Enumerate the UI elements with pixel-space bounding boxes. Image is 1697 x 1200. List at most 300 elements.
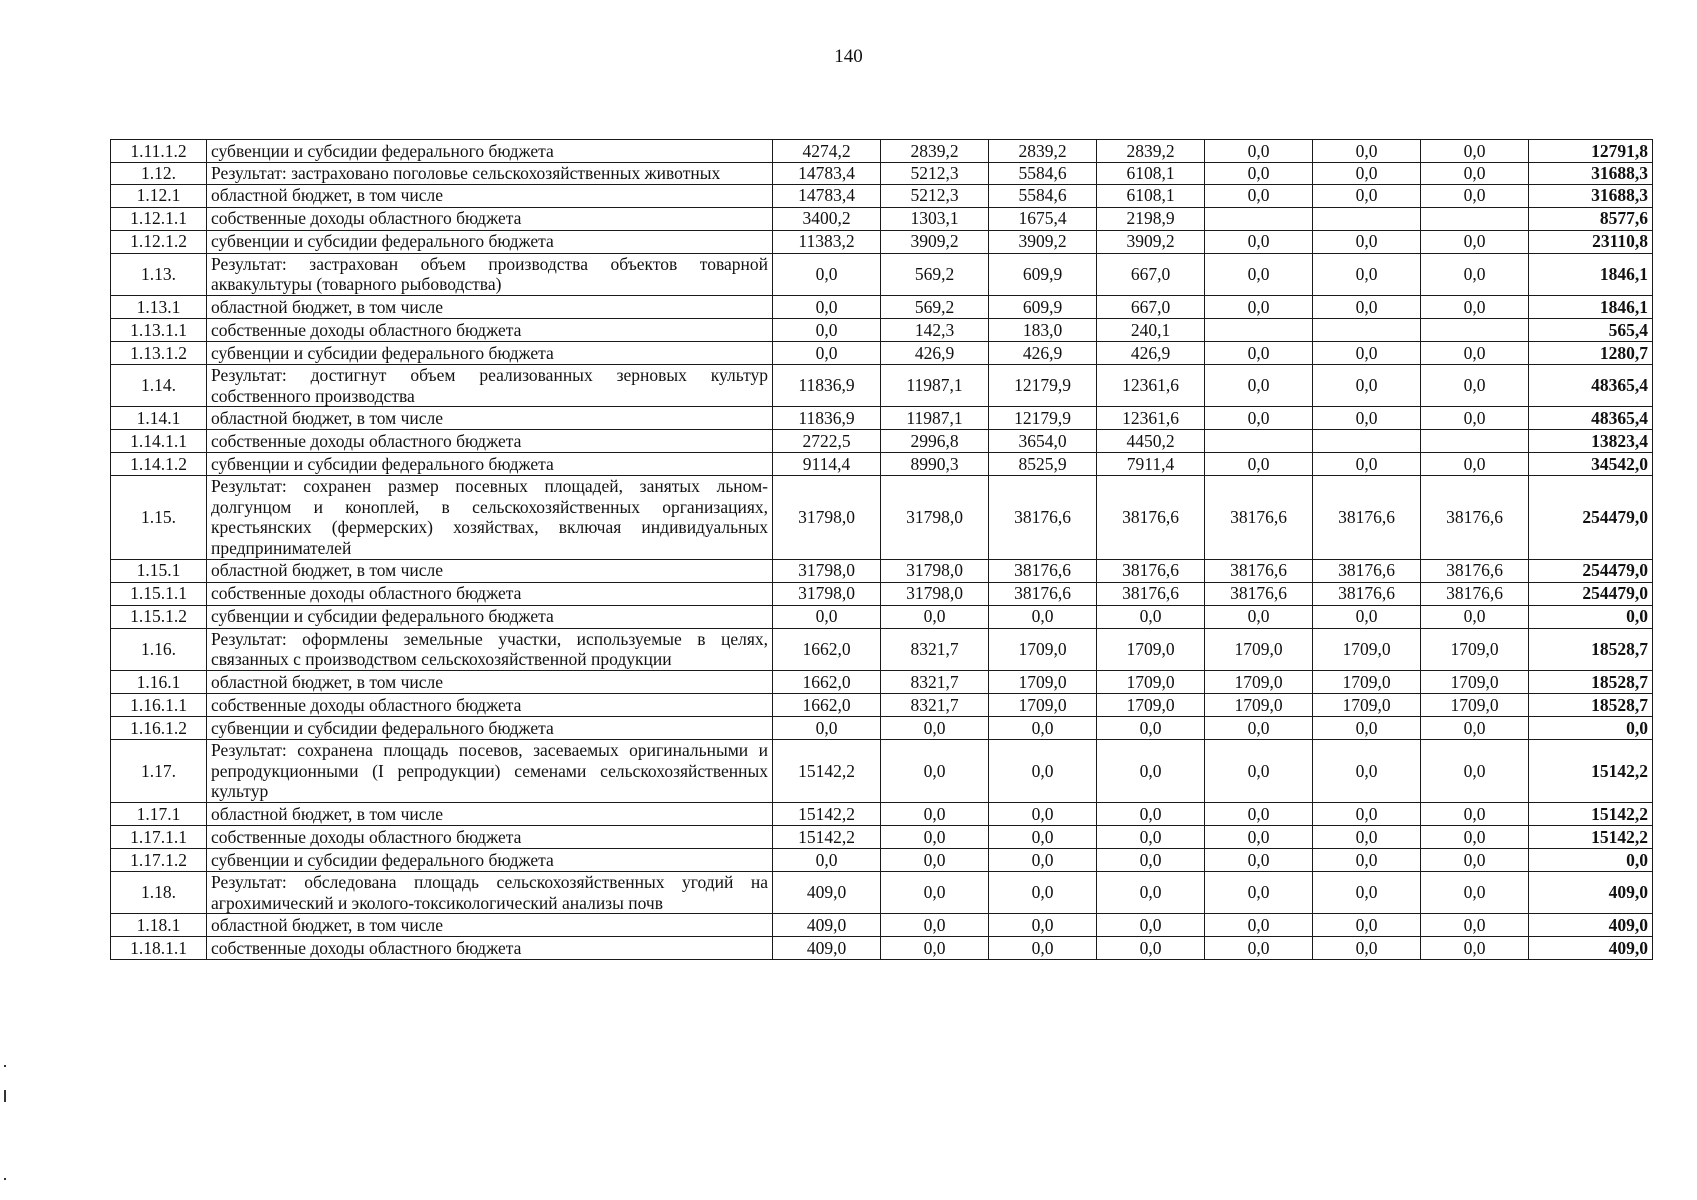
year-value-cell: 0,0	[1205, 914, 1313, 937]
year-value-cell: 38176,6	[1421, 582, 1529, 605]
row-code: 1.17.1.2	[111, 848, 207, 871]
year-value-cell: 1709,0	[1205, 671, 1313, 694]
year-value-cell: 0,0	[1205, 407, 1313, 430]
year-value-cell: 0,0	[1313, 230, 1421, 253]
row-name: Результат: сохранена площадь посевов, засеваемых оригинальными и репродукционными (I репродукции) семенами сельскохозяйственных культур	[207, 740, 773, 803]
row-name: субвенции и субсидии федерального бюджета	[207, 341, 773, 364]
year-value-cell: 1709,0	[1421, 628, 1529, 670]
year-value-cell: 1709,0	[989, 694, 1097, 717]
year-value-cell: 0,0	[989, 914, 1097, 937]
year-value-cell: 426,9	[1097, 341, 1205, 364]
year-value-cell: 0,0	[1421, 871, 1529, 913]
year-value-cell: 0,0	[1205, 295, 1313, 318]
row-code: 1.16.1.2	[111, 717, 207, 740]
page-number: 140	[834, 46, 863, 67]
year-value-cell: 0,0	[1313, 184, 1421, 207]
year-value-cell: 3909,2	[989, 230, 1097, 253]
row-name: Результат: застраховано поголовье сельскохозяйственных животных	[207, 163, 773, 185]
year-value-cell: 8525,9	[989, 453, 1097, 476]
table-row	[111, 230, 1653, 253]
year-value-cell: 5584,6	[989, 184, 1097, 207]
year-value-cell: 1662,0	[773, 671, 881, 694]
year-value-cell: 0,0	[881, 848, 989, 871]
year-value-cell: 0,0	[1421, 140, 1529, 163]
year-value-cell: 2839,2	[881, 140, 989, 163]
table-row	[111, 717, 1653, 740]
year-value-cell: 0,0	[1313, 871, 1421, 913]
table-row	[111, 605, 1653, 628]
table-row	[111, 740, 1653, 803]
year-value-cell: 0,0	[1421, 163, 1529, 185]
year-value-cell: 1709,0	[1421, 694, 1529, 717]
year-value-cell: 0,0	[881, 802, 989, 825]
year-value-cell: 0,0	[1421, 802, 1529, 825]
year-value-cell: 142,3	[881, 318, 989, 341]
row-name: Результат: достигнут объем реализованных зерновых культур собственного производства	[207, 364, 773, 406]
year-value-cell: 0,0	[1313, 937, 1421, 960]
year-value-cell: 2839,2	[1097, 140, 1205, 163]
row-total: 12791,8	[1529, 140, 1653, 163]
row-code: 1.18.	[111, 871, 207, 913]
year-value-cell: 38176,6	[1097, 582, 1205, 605]
row-total: 1280,7	[1529, 341, 1653, 364]
row-total: 565,4	[1529, 318, 1653, 341]
row-total: 23110,8	[1529, 230, 1653, 253]
table-row	[111, 318, 1653, 341]
year-value-cell: 1709,0	[1421, 671, 1529, 694]
table-row	[111, 582, 1653, 605]
year-value-cell: 1709,0	[1097, 671, 1205, 694]
year-value-cell: 1303,1	[881, 207, 989, 230]
row-code: 1.12.	[111, 163, 207, 185]
table-row	[111, 694, 1653, 717]
year-value-cell: 0,0	[881, 740, 989, 803]
table-row	[111, 207, 1653, 230]
table-row	[111, 364, 1653, 406]
year-value-cell: 2198,9	[1097, 207, 1205, 230]
row-name: субвенции и субсидии федерального бюджета	[207, 717, 773, 740]
year-value-cell: 0,0	[1097, 871, 1205, 913]
row-total: 31688,3	[1529, 184, 1653, 207]
year-value-cell: 38176,6	[1097, 559, 1205, 582]
year-value-cell: 0,0	[773, 848, 881, 871]
year-value-cell: 0,0	[1097, 848, 1205, 871]
year-value-cell: 0,0	[1313, 848, 1421, 871]
row-total: 31688,3	[1529, 163, 1653, 185]
row-total: 0,0	[1529, 717, 1653, 740]
year-value-cell: 31798,0	[881, 582, 989, 605]
scan-edge-mark	[4, 1065, 6, 1067]
year-value-cell: 12179,9	[989, 364, 1097, 406]
scan-edge-mark	[4, 1090, 6, 1102]
year-value-cell: 8990,3	[881, 453, 989, 476]
year-value-cell: 0,0	[1097, 802, 1205, 825]
year-value-cell: 0,0	[1205, 825, 1313, 848]
year-value-cell: 4274,2	[773, 140, 881, 163]
row-total: 254479,0	[1529, 476, 1653, 560]
year-value-cell: 15142,2	[773, 802, 881, 825]
year-value-cell: 0,0	[1205, 453, 1313, 476]
year-value-cell: 0,0	[989, 937, 1097, 960]
row-name: областной бюджет, в том числе	[207, 295, 773, 318]
year-value-cell: 0,0	[773, 295, 881, 318]
row-total: 8577,6	[1529, 207, 1653, 230]
year-value-cell: 0,0	[773, 717, 881, 740]
year-value-cell: 0,0	[1313, 453, 1421, 476]
table-row	[111, 871, 1653, 913]
table-row	[111, 559, 1653, 582]
year-value-cell: 11987,1	[881, 364, 989, 406]
year-value-cell: 2722,5	[773, 430, 881, 453]
year-value-cell: 3909,2	[881, 230, 989, 253]
row-code: 1.15.	[111, 476, 207, 560]
year-value-cell: 0,0	[1313, 717, 1421, 740]
year-value-cell	[1421, 207, 1529, 230]
year-value-cell: 409,0	[773, 914, 881, 937]
row-code: 1.12.1	[111, 184, 207, 207]
year-value-cell: 2839,2	[989, 140, 1097, 163]
row-name: Результат: обследована площадь сельскохозяйственных угодий на агрохимический и эколого-токсикологический анализы почв	[207, 871, 773, 913]
year-value-cell: 0,0	[1097, 937, 1205, 960]
year-value-cell: 0,0	[1205, 871, 1313, 913]
year-value-cell: 38176,6	[1097, 476, 1205, 560]
row-code: 1.17.	[111, 740, 207, 803]
year-value-cell: 0,0	[1421, 717, 1529, 740]
row-total: 48365,4	[1529, 364, 1653, 406]
year-value-cell: 183,0	[989, 318, 1097, 341]
row-total: 409,0	[1529, 871, 1653, 913]
year-value-cell: 38176,6	[989, 476, 1097, 560]
table-row	[111, 671, 1653, 694]
year-value-cell: 0,0	[1421, 605, 1529, 628]
year-value-cell: 0,0	[989, 605, 1097, 628]
year-value-cell: 38176,6	[989, 582, 1097, 605]
row-total: 0,0	[1529, 848, 1653, 871]
year-value-cell: 667,0	[1097, 295, 1205, 318]
year-value-cell: 0,0	[1097, 825, 1205, 848]
year-value-cell: 0,0	[1313, 295, 1421, 318]
row-total: 409,0	[1529, 937, 1653, 960]
year-value-cell: 1709,0	[989, 628, 1097, 670]
year-value-cell: 0,0	[881, 825, 989, 848]
year-value-cell: 0,0	[881, 937, 989, 960]
table-row	[111, 476, 1653, 560]
year-value-cell: 1662,0	[773, 628, 881, 670]
year-value-cell: 0,0	[1421, 253, 1529, 295]
year-value-cell: 38176,6	[1205, 559, 1313, 582]
table-row	[111, 453, 1653, 476]
row-total: 0,0	[1529, 605, 1653, 628]
row-name: собственные доходы областного бюджета	[207, 825, 773, 848]
row-name: областной бюджет, в том числе	[207, 802, 773, 825]
row-total: 254479,0	[1529, 582, 1653, 605]
year-value-cell: 11836,9	[773, 407, 881, 430]
year-value-cell: 0,0	[1097, 740, 1205, 803]
year-value-cell: 0,0	[1205, 802, 1313, 825]
year-value-cell: 0,0	[1313, 605, 1421, 628]
row-name: областной бюджет, в том числе	[207, 914, 773, 937]
year-value-cell: 6108,1	[1097, 163, 1205, 185]
row-code: 1.18.1	[111, 914, 207, 937]
year-value-cell: 1709,0	[989, 671, 1097, 694]
year-value-cell: 0,0	[1313, 802, 1421, 825]
row-code: 1.15.1.2	[111, 605, 207, 628]
row-code: 1.14.1	[111, 407, 207, 430]
year-value-cell: 0,0	[1421, 407, 1529, 430]
year-value-cell: 14783,4	[773, 184, 881, 207]
row-total: 18528,7	[1529, 671, 1653, 694]
year-value-cell: 38176,6	[1313, 582, 1421, 605]
year-value-cell: 38176,6	[1421, 476, 1529, 560]
year-value-cell: 0,0	[1421, 914, 1529, 937]
row-name: собственные доходы областного бюджета	[207, 582, 773, 605]
row-code: 1.15.1	[111, 559, 207, 582]
year-value-cell	[1313, 430, 1421, 453]
year-value-cell: 38176,6	[1421, 559, 1529, 582]
table-row	[111, 184, 1653, 207]
year-value-cell: 0,0	[1421, 453, 1529, 476]
row-name: собственные доходы областного бюджета	[207, 430, 773, 453]
year-value-cell: 3400,2	[773, 207, 881, 230]
year-value-cell: 0,0	[989, 848, 1097, 871]
row-code: 1.17.1	[111, 802, 207, 825]
year-value-cell: 0,0	[881, 871, 989, 913]
year-value-cell: 0,0	[1313, 407, 1421, 430]
year-value-cell: 0,0	[989, 825, 1097, 848]
row-name: собственные доходы областного бюджета	[207, 937, 773, 960]
year-value-cell: 0,0	[1313, 364, 1421, 406]
year-value-cell: 0,0	[1205, 253, 1313, 295]
row-total: 18528,7	[1529, 628, 1653, 670]
year-value-cell	[1205, 207, 1313, 230]
year-value-cell: 0,0	[1097, 914, 1205, 937]
year-value-cell	[1421, 430, 1529, 453]
table-row	[111, 914, 1653, 937]
row-total: 18528,7	[1529, 694, 1653, 717]
row-total: 15142,2	[1529, 825, 1653, 848]
year-value-cell: 569,2	[881, 253, 989, 295]
row-code: 1.16.1	[111, 671, 207, 694]
year-value-cell: 0,0	[1205, 848, 1313, 871]
year-value-cell: 0,0	[989, 871, 1097, 913]
year-value-cell: 409,0	[773, 937, 881, 960]
table-row	[111, 802, 1653, 825]
row-code: 1.14.1.1	[111, 430, 207, 453]
year-value-cell	[1313, 207, 1421, 230]
year-value-cell: 0,0	[1313, 253, 1421, 295]
row-code: 1.12.1.2	[111, 230, 207, 253]
table-row	[111, 825, 1653, 848]
row-code: 1.15.1.1	[111, 582, 207, 605]
row-code: 1.14.1.2	[111, 453, 207, 476]
budget-table	[110, 139, 1653, 960]
year-value-cell: 0,0	[1421, 848, 1529, 871]
year-value-cell: 1709,0	[1205, 694, 1313, 717]
year-value-cell: 6108,1	[1097, 184, 1205, 207]
year-value-cell: 38176,6	[1313, 559, 1421, 582]
year-value-cell: 426,9	[881, 341, 989, 364]
year-value-cell: 0,0	[989, 802, 1097, 825]
table-row	[111, 628, 1653, 670]
year-value-cell: 0,0	[1205, 140, 1313, 163]
row-total: 13823,4	[1529, 430, 1653, 453]
row-name: областной бюджет, в том числе	[207, 671, 773, 694]
year-value-cell: 5584,6	[989, 163, 1097, 185]
year-value-cell: 11383,2	[773, 230, 881, 253]
year-value-cell: 0,0	[881, 717, 989, 740]
year-value-cell: 0,0	[773, 253, 881, 295]
year-value-cell: 14783,4	[773, 163, 881, 185]
year-value-cell	[1205, 430, 1313, 453]
year-value-cell: 1675,4	[989, 207, 1097, 230]
row-name: Результат: оформлены земельные участки, используемые в целях, связанных с производством сельскохозяйственной продукции	[207, 628, 773, 670]
row-code: 1.16.	[111, 628, 207, 670]
row-code: 1.16.1.1	[111, 694, 207, 717]
table-row	[111, 140, 1653, 163]
year-value-cell: 0,0	[1313, 740, 1421, 803]
row-code: 1.17.1.1	[111, 825, 207, 848]
row-code: 1.11.1.2	[111, 140, 207, 163]
year-value-cell: 9114,4	[773, 453, 881, 476]
table-body	[111, 140, 1653, 960]
year-value-cell: 0,0	[1421, 184, 1529, 207]
row-name: Результат: сохранен размер посевных площадей, занятых льном-долгунцом и коноплей, в сельскохозяйственных организациях, крестьянских (фермерских) хозяйствах, включая индивидуальных предпринимателей	[207, 476, 773, 560]
row-total: 15142,2	[1529, 802, 1653, 825]
year-value-cell: 12361,6	[1097, 407, 1205, 430]
year-value-cell: 0,0	[1313, 341, 1421, 364]
year-value-cell: 0,0	[1421, 295, 1529, 318]
year-value-cell: 4450,2	[1097, 430, 1205, 453]
table-row	[111, 253, 1653, 295]
year-value-cell: 15142,2	[773, 740, 881, 803]
table-row	[111, 163, 1653, 185]
year-value-cell: 1709,0	[1313, 694, 1421, 717]
year-value-cell: 0,0	[1313, 825, 1421, 848]
year-value-cell: 0,0	[989, 740, 1097, 803]
row-code: 1.13.1.1	[111, 318, 207, 341]
row-total: 1846,1	[1529, 295, 1653, 318]
row-code: 1.18.1.1	[111, 937, 207, 960]
year-value-cell: 426,9	[989, 341, 1097, 364]
row-code: 1.14.	[111, 364, 207, 406]
row-total: 409,0	[1529, 914, 1653, 937]
year-value-cell: 31798,0	[773, 476, 881, 560]
year-value-cell: 0,0	[773, 341, 881, 364]
year-value-cell: 0,0	[1421, 364, 1529, 406]
year-value-cell: 0,0	[1205, 163, 1313, 185]
year-value-cell: 0,0	[1205, 341, 1313, 364]
year-value-cell: 240,1	[1097, 318, 1205, 341]
row-name: собственные доходы областного бюджета	[207, 318, 773, 341]
year-value-cell: 3654,0	[989, 430, 1097, 453]
year-value-cell: 5212,3	[881, 184, 989, 207]
row-total: 15142,2	[1529, 740, 1653, 803]
year-value-cell: 0,0	[1421, 740, 1529, 803]
row-name: Результат: застрахован объем производства объектов товарной аквакультуры (товарного рыбоводства)	[207, 253, 773, 295]
year-value-cell: 569,2	[881, 295, 989, 318]
year-value-cell: 1662,0	[773, 694, 881, 717]
year-value-cell: 0,0	[1421, 825, 1529, 848]
year-value-cell: 609,9	[989, 295, 1097, 318]
year-value-cell: 0,0	[1421, 937, 1529, 960]
row-total: 34542,0	[1529, 453, 1653, 476]
year-value-cell: 31798,0	[773, 559, 881, 582]
year-value-cell: 0,0	[773, 605, 881, 628]
year-value-cell: 31798,0	[881, 476, 989, 560]
year-value-cell: 0,0	[881, 914, 989, 937]
year-value-cell: 0,0	[1205, 717, 1313, 740]
row-name: собственные доходы областного бюджета	[207, 694, 773, 717]
table-row	[111, 848, 1653, 871]
year-value-cell	[1421, 318, 1529, 341]
year-value-cell: 12361,6	[1097, 364, 1205, 406]
table-row	[111, 430, 1653, 453]
scan-edge-mark	[4, 1178, 6, 1180]
row-code: 1.13.1	[111, 295, 207, 318]
year-value-cell: 1709,0	[1313, 671, 1421, 694]
year-value-cell: 0,0	[881, 605, 989, 628]
row-code: 1.13.	[111, 253, 207, 295]
year-value-cell: 0,0	[1205, 937, 1313, 960]
year-value-cell: 38176,6	[1205, 476, 1313, 560]
table-row	[111, 341, 1653, 364]
year-value-cell: 0,0	[1205, 605, 1313, 628]
year-value-cell: 1709,0	[1097, 628, 1205, 670]
year-value-cell: 38176,6	[1205, 582, 1313, 605]
row-name: областной бюджет, в том числе	[207, 407, 773, 430]
year-value-cell: 8321,7	[881, 671, 989, 694]
year-value-cell: 7911,4	[1097, 453, 1205, 476]
row-total: 254479,0	[1529, 559, 1653, 582]
year-value-cell: 0,0	[1097, 605, 1205, 628]
year-value-cell: 3909,2	[1097, 230, 1205, 253]
year-value-cell: 0,0	[1097, 717, 1205, 740]
year-value-cell: 5212,3	[881, 163, 989, 185]
year-value-cell: 1709,0	[1097, 694, 1205, 717]
year-value-cell: 15142,2	[773, 825, 881, 848]
table-row	[111, 295, 1653, 318]
year-value-cell: 0,0	[1313, 914, 1421, 937]
year-value-cell: 1709,0	[1313, 628, 1421, 670]
row-name: субвенции и субсидии федерального бюджета	[207, 453, 773, 476]
year-value-cell: 38176,6	[1313, 476, 1421, 560]
row-name: областной бюджет, в том числе	[207, 559, 773, 582]
row-name: собственные доходы областного бюджета	[207, 207, 773, 230]
year-value-cell: 31798,0	[773, 582, 881, 605]
row-name: субвенции и субсидии федерального бюджета	[207, 848, 773, 871]
year-value-cell: 12179,9	[989, 407, 1097, 430]
year-value-cell: 0,0	[1421, 230, 1529, 253]
row-code: 1.13.1.2	[111, 341, 207, 364]
year-value-cell: 0,0	[1205, 184, 1313, 207]
year-value-cell	[1205, 318, 1313, 341]
row-total: 48365,4	[1529, 407, 1653, 430]
year-value-cell: 0,0	[1421, 341, 1529, 364]
row-name: субвенции и субсидии федерального бюджета	[207, 605, 773, 628]
year-value-cell: 11836,9	[773, 364, 881, 406]
table-row	[111, 937, 1653, 960]
year-value-cell: 11987,1	[881, 407, 989, 430]
year-value-cell: 0,0	[1205, 740, 1313, 803]
row-name: субвенции и субсидии федерального бюджета	[207, 230, 773, 253]
year-value-cell	[1313, 318, 1421, 341]
year-value-cell: 667,0	[1097, 253, 1205, 295]
year-value-cell: 609,9	[989, 253, 1097, 295]
row-name: областной бюджет, в том числе	[207, 184, 773, 207]
row-total: 1846,1	[1529, 253, 1653, 295]
year-value-cell: 0,0	[989, 717, 1097, 740]
year-value-cell: 0,0	[773, 318, 881, 341]
